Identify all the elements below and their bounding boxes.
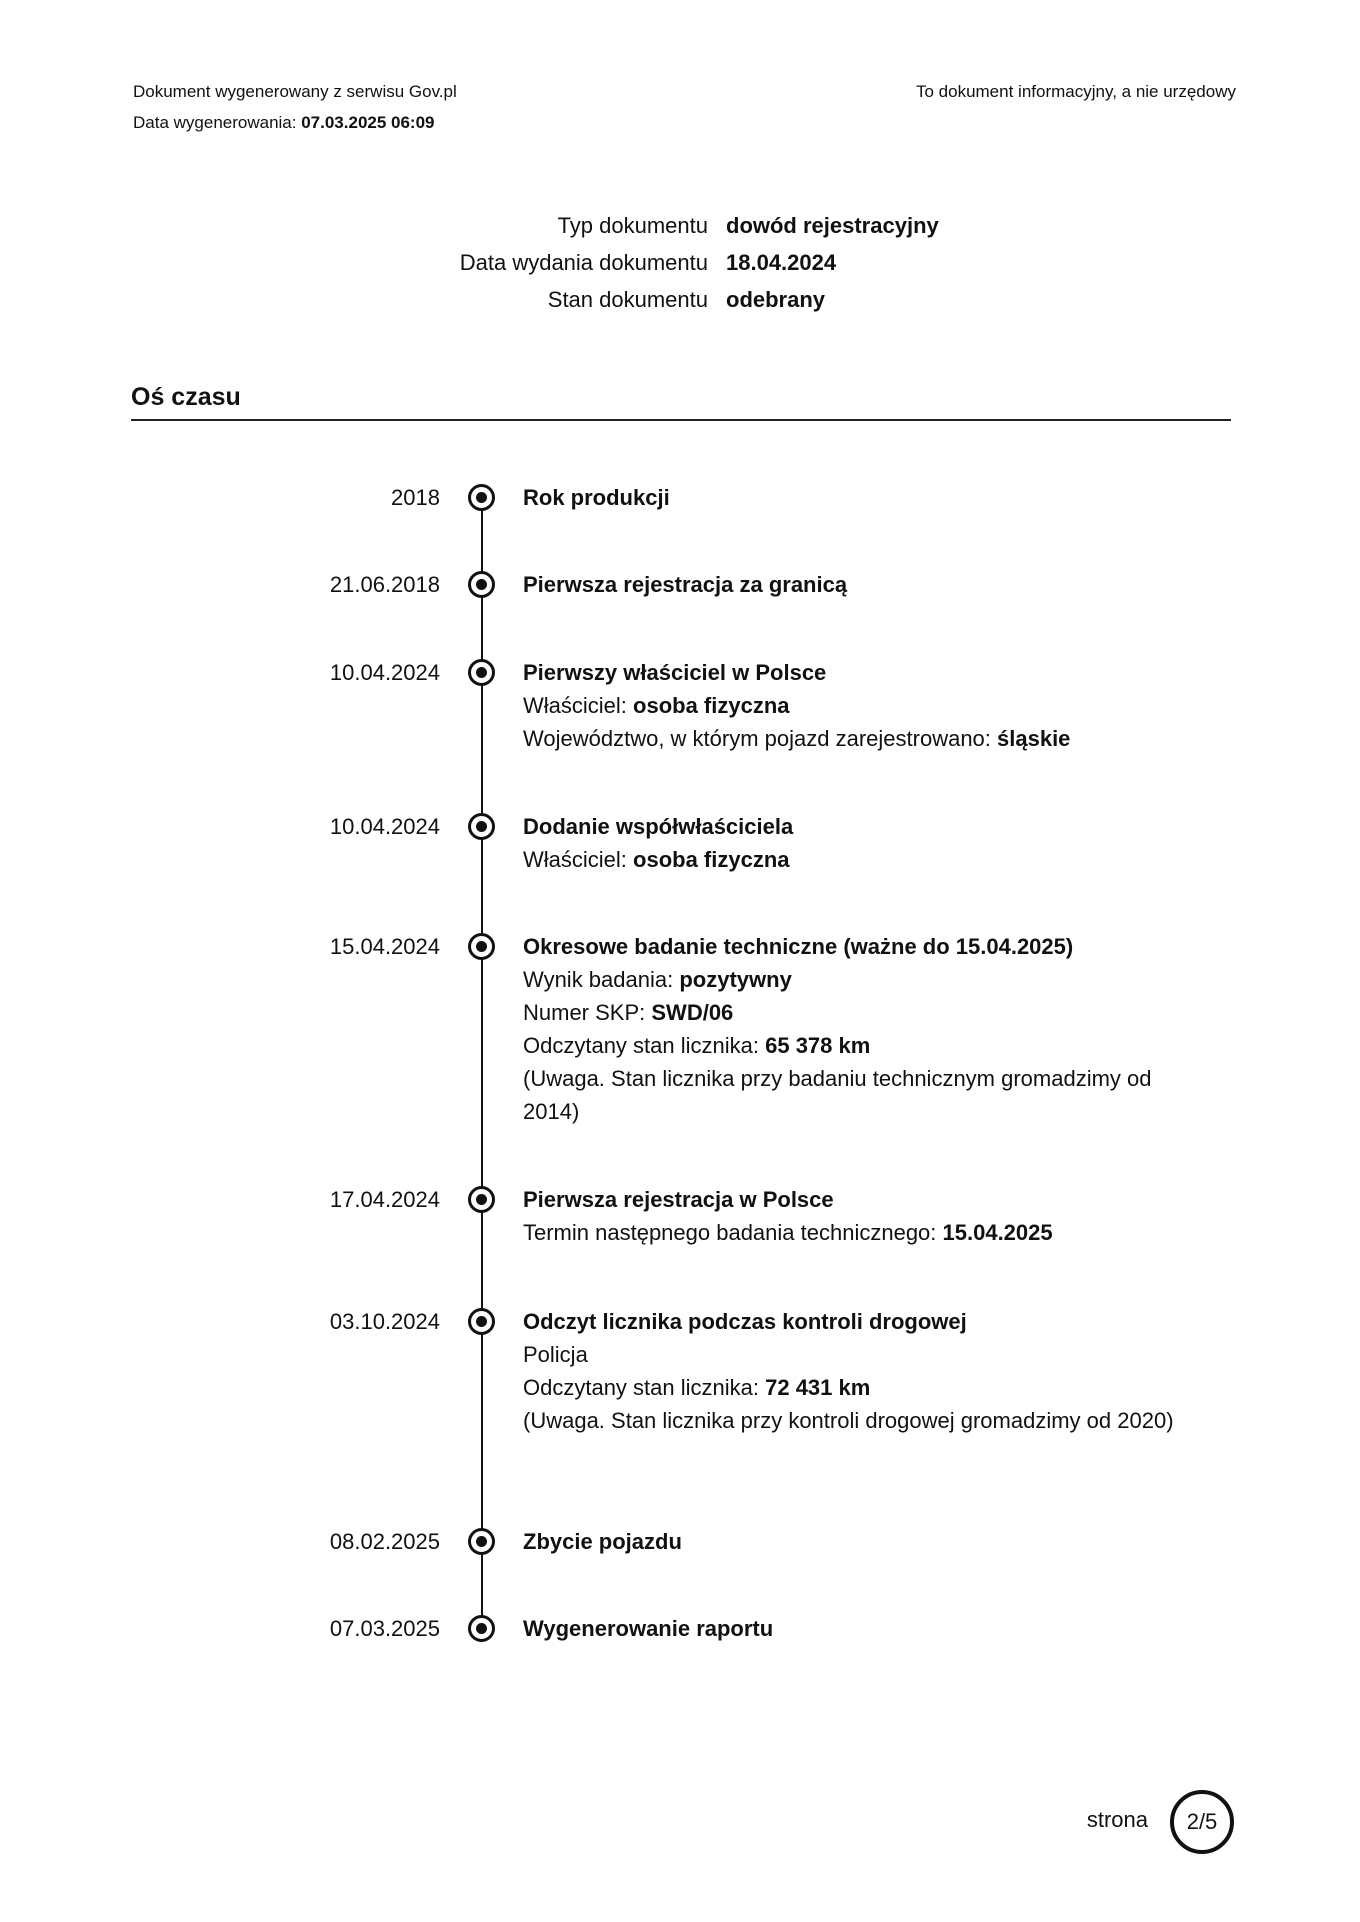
detail-value: śląskie bbox=[997, 726, 1071, 751]
docinfo-value: 18.04.2024 bbox=[726, 250, 837, 275]
page-number-badge: 2/5 bbox=[1170, 1790, 1234, 1854]
event-note: (Uwaga. Stan licznika przy kontroli drogowej gromadzimy od 2020) bbox=[523, 1408, 1174, 1433]
event-detail bbox=[523, 843, 1183, 876]
event-date: 03.10.2024 bbox=[329, 1309, 440, 1334]
event-detail bbox=[523, 689, 1183, 722]
timeline-dot-icon bbox=[468, 813, 495, 840]
detail-value: pozytywny bbox=[679, 967, 792, 992]
timeline-dot-icon bbox=[468, 933, 495, 960]
event-title: Pierwszy właściciel w Polsce bbox=[523, 660, 827, 685]
detail-label: Wynik badania: bbox=[523, 967, 680, 992]
timeline-dot-icon bbox=[468, 484, 495, 511]
docinfo-value: odebrany bbox=[726, 287, 826, 312]
timeline-dot-icon bbox=[468, 1528, 495, 1555]
event-content bbox=[523, 1525, 1183, 1558]
event-title: Rok produkcji bbox=[523, 485, 670, 510]
event-content bbox=[523, 656, 1183, 755]
timeline-dot-icon bbox=[468, 659, 495, 686]
event-detail bbox=[523, 1029, 1183, 1062]
detail-value: osoba fizyczna bbox=[633, 693, 790, 718]
event-date: 15.04.2024 bbox=[329, 934, 440, 959]
detail-value: osoba fizyczna bbox=[633, 847, 790, 872]
detail-label: Właściciel: bbox=[523, 693, 634, 718]
detail-value: 65 378 km bbox=[765, 1033, 871, 1058]
generated-label: Data wygenerowania: bbox=[133, 113, 302, 132]
timeline-dot-icon bbox=[468, 571, 495, 598]
detail-value: 72 431 km bbox=[765, 1375, 871, 1400]
generated-value: 07.03.2025 06:09 bbox=[301, 113, 435, 132]
event-title: Zbycie pojazdu bbox=[523, 1529, 682, 1554]
detail-label: Województwo, w którym pojazd zarejestrowano: bbox=[523, 726, 998, 751]
event-title: Odczyt licznika podczas kontroli drogowej bbox=[523, 1309, 967, 1334]
event-date: 10.04.2024 bbox=[329, 814, 440, 839]
timeline-dot-icon bbox=[468, 1615, 495, 1642]
event-title: Okresowe badanie techniczne (ważne do 15.04.2025) bbox=[523, 934, 1074, 959]
detail-label: Odczytany stan licznika: bbox=[523, 1375, 766, 1400]
event-content bbox=[523, 930, 1183, 1128]
event-content bbox=[523, 481, 1183, 514]
event-date: 10.04.2024 bbox=[329, 660, 440, 685]
docinfo-label: Data wydania dokumentu bbox=[459, 250, 708, 275]
event-detail bbox=[523, 963, 1183, 996]
event-content bbox=[523, 1305, 1183, 1437]
detail-label: Odczytany stan licznika: bbox=[523, 1033, 766, 1058]
event-content bbox=[523, 1183, 1183, 1249]
event-date: 21.06.2018 bbox=[329, 572, 440, 597]
event-detail: Policja bbox=[523, 1342, 588, 1367]
detail-label: Numer SKP: bbox=[523, 1000, 652, 1025]
detail-label: Właściciel: bbox=[523, 847, 634, 872]
section-title: Oś czasu bbox=[131, 383, 241, 411]
event-date: 07.03.2025 bbox=[329, 1616, 440, 1641]
event-title: Dodanie współwłaściciela bbox=[523, 814, 794, 839]
event-date: 08.02.2025 bbox=[329, 1529, 440, 1554]
detail-label: Termin następnego badania technicznego: bbox=[523, 1220, 943, 1245]
event-content bbox=[523, 810, 1183, 876]
event-detail bbox=[523, 1371, 1183, 1404]
event-date: 2018 bbox=[391, 485, 440, 510]
event-detail bbox=[523, 1216, 1183, 1249]
detail-value: SWD/06 bbox=[651, 1000, 734, 1025]
event-title: Pierwsza rejestracja w Polsce bbox=[523, 1187, 834, 1212]
source-text: Dokument wygenerowany z serwisu Gov.pl bbox=[133, 82, 457, 101]
event-date: 17.04.2024 bbox=[329, 1187, 440, 1212]
event-title: Wygenerowanie raportu bbox=[523, 1616, 774, 1641]
timeline-dot-icon bbox=[468, 1308, 495, 1335]
detail-value: 15.04.2025 bbox=[942, 1220, 1053, 1245]
event-content bbox=[523, 1612, 1183, 1645]
page-label: strona bbox=[1086, 1807, 1148, 1832]
docinfo-label: Stan dokumentu bbox=[547, 287, 708, 312]
event-detail bbox=[523, 722, 1183, 755]
docinfo-label: Typ dokumentu bbox=[557, 213, 708, 238]
event-note: (Uwaga. Stan licznika przy badaniu technicznym gromadzimy od 2014) bbox=[523, 1066, 1152, 1124]
docinfo-value: dowód rejestracyjny bbox=[726, 213, 939, 238]
event-title: Pierwsza rejestracja za granicą bbox=[523, 572, 848, 597]
event-content bbox=[523, 568, 1183, 601]
timeline-dot-icon bbox=[468, 1186, 495, 1213]
disclaimer: To dokument informacyjny, a nie urzędowy bbox=[915, 82, 1236, 101]
event-detail bbox=[523, 996, 1183, 1029]
